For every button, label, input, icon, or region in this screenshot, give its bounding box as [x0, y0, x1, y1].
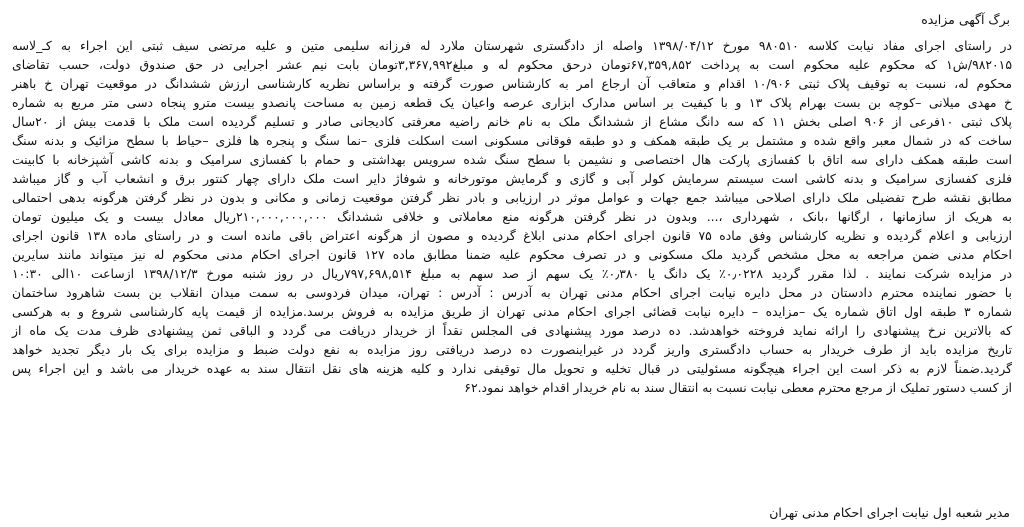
body-line-16: که بالاترین نرخ پیشنهادی را ارائه نماید فروخته خواهدشد. ده درصد مورد پیشنهادی فی المجلس نقداً از خریدار دریافت می گردد و الباقی ثمن پیشنهادی ظرف مدت یک ماه از: [12, 323, 1012, 338]
body-line-7: است طبقه همکف دارای سه اتاق با کفسازی پارکت هال اختصاصی و نشیمن با سطح سنگ شده سرویس بهداشتی و حمام با کفسازی سرامیک و بدنه کاشی آشپزخانه با کابینت: [12, 152, 1012, 167]
body-line-3: محکوم له، نسبت به توقیف پلاک ثبتی ۱۰/۹۰۶ اقدام و متعاقب آن ارجاع امر به کارشناس صورت گرفته و براساس نظریه کارشناسی ارزش ششدانگ در موقعیت تهران خ باهنر: [12, 76, 1013, 91]
body-line-8: فلزی کفسازی سرامیک و بدنه کاشی است سیستم سرمایش کولر آبی و گازی و گرمایش موتورخانه و شوفاژ دایر است ملک دارای چهار کنتور برق و انشعاب آب و گاز میباشد: [12, 171, 1012, 186]
notice-body: [10, 36, 1014, 397]
body-line-1: در راستای اجرای مفاد نیابت کلاسه ۹۸۰۵۱۰ مورخ ۱۳۹۸/۰۴/۱۲ واصله از دادگستری شهرستان ملارد له فرزانه سلیمی متین و علیه مرتضی سیف ثبتی این اجراء به کـ_لاسه: [12, 38, 1012, 53]
body-line-6: ساخت که در شمال معبر واقع شده و مشتمل بر یک طبقه همکف و دو طبقه فوقانی مسکونی است اسکلت فلزی –نما سنگ و پنجره ها فلزی –حیاط با سطح مزائیک و بدنه سنگ: [12, 133, 1012, 148]
body-line-9: مطابق نقشه طرح تفضیلی ملک دارای اصلاحی میباشد جمع جهات و عوامل موثر در ارزیابی و بادر نظر گرفتن موقعیت زمانی و مکانی و بدون در نظر گرفتن هرگونه بدهی احتمالی: [12, 190, 1012, 205]
signature-line: مدیر شعبه اول نیابت اجرای احکام مدنی تهران: [769, 505, 1010, 520]
body-line-15: شماره ۳ طبقه اول اتاق شماره یک –مزایده – دایره نیابت قضائی اجرای احکام مدنی تهران از طریق مزایده به فروش برسد.مزایده از قیمت پایه کارشناسی شروع و به هرکسی: [12, 304, 1012, 319]
body-line-19: از کسب دستور تملیک از مرجع محترم معطی نیابت نسبت به انتقال سند به نام خریدار اقدام خواهد نمود.۶۲: [464, 380, 1012, 395]
body-line-14: با حضور نماینده محترم دادستان در محل دایره نیابت اجرای احکام مدنی تهران به آدرس : آدرس : تهران، میدان فردوسی به سمت میدان انقلاب بن بست شاهرود ساختمان: [12, 285, 1012, 300]
body-line-12: احکام مدنی ضمن مراجعه به محل مشخص گردید ملک مسکونی و در تصرف محکوم علیه ضمنا مطابق ماده ۱۲۷ قانون اجرای احکام مدنی محکوم له نیز میتواند مانند سایرین: [12, 247, 1012, 262]
body-line-17: تاریخ مزایده باید از طرف خریدار به حساب دادگستری واریز گردد در غیراینصورت ده درصد دریافتی روز مزایده به نفع دولت ضبط و مزایده برای یک بار دیگر تجدید خواهد: [12, 342, 1012, 357]
body-line-2: ۹۸۲۰۱۵/ش۱ که محکوم علیه محکوم است به پرداخت ۶۷,۳۵۹,۸۵۲تومان درحق محکوم له و مبلغ۳,۳۶۷,۹۹۲تومان بابت نیم عشر اجرایی در حق صندوق دولت، حسب تقاضای: [12, 57, 1012, 72]
body-line-4: خ مهدی میلانی –کوچه بن بست بهرام پلاک ۱۳ و با کیفیت بر اساس مدارک ابزاری عرصه واعیان یک قطعه زمین به مساحت پانصدو بیست مترو پنجاه دسی متر مربع به شماره: [12, 95, 1013, 110]
body-line-18: گردید.ضمناً لازم به ذکر است این اجراء هیچگونه مسئولیتی در قبال تخلیه و تحویل مال توقیفی ندارد و کلیه هزینه های نقل انتقال سند به عهده خریدار می باشد و این اجراء پس: [12, 361, 1012, 376]
body-line-5: پلاک ثبتی ۱۰فرعی از ۹۰۶ اصلی بخش ۱۱ که سه دانگ مشاع از ششدانگ ملک به نام خانم راضیه معرفتی کادیجانی صادر و تسلیم گردیده است ملک با قدمت بیش از ۲۰سال: [12, 114, 1012, 129]
body-line-10: به هریک از سازمانها ، ارگانها ،بانک ، شهرداری ،... وبدون در نظر گرفتن هرگونه منع معاملاتی و خلافی ششدانگ ۲۱۰,۰۰۰,۰۰۰,۰۰۰ریال معادل بیست و یک میلیون تومان: [12, 209, 1012, 224]
body-line-13: در مزایده شرکت نمایند . لذا مقرر گردید ۰٫۰۲۲۸٪ یک دانگ یا ۰٫۳۸۰٪ یک سهم از صد سهم به مبلغ ۷۹۷,۶۹۸,۵۱۴ریال در روز شنبه مورخ ۱۳۹۸/۱۲/۳ ازساعت ۱۰الی ۱۰:۳۰: [12, 266, 1012, 281]
page-title: برگ آگهی مزایده: [921, 12, 1010, 27]
body-line-11: ارزیابی و اعلام گردیده و نظریه کارشناس وفق ماده ۷۵ قانون اجرای احکام مدنی ابلاغ گردیده و مصون از هرگونه اعتراض باقی مانده است و در راستای ماده ۱۳۸ قانون اجرای: [12, 228, 1012, 243]
